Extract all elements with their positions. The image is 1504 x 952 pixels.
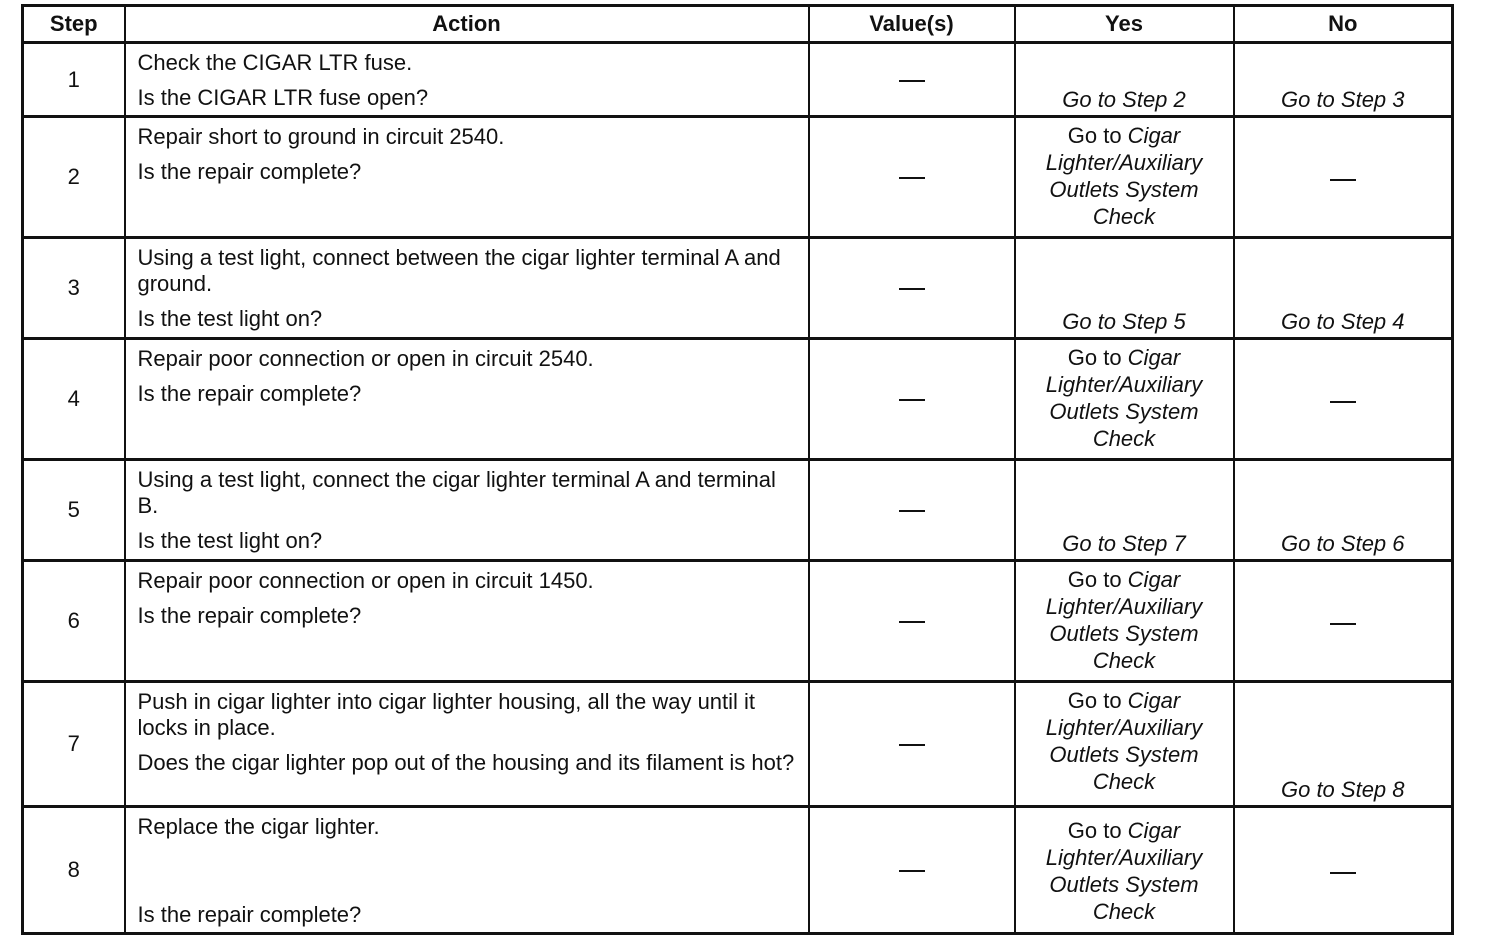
diagnostic-table (21, 4, 1454, 935)
no-cell (1234, 117, 1453, 238)
action-question: Is the test light on? (137, 528, 323, 553)
value-cell (809, 460, 1015, 561)
no-dash (1330, 179, 1356, 181)
yes-prefix: Go to (1067, 345, 1128, 370)
value-cell (809, 561, 1015, 682)
value-dash (899, 870, 925, 872)
value-cell (809, 117, 1015, 238)
yes-link-text: Cigar Lighter/Auxiliary Outlets System Check (1045, 818, 1203, 924)
no-dash (1330, 623, 1356, 625)
yes-prefix: Go to (1067, 688, 1128, 713)
no-cell: Go to Step 3 (1234, 43, 1453, 117)
value-cell (809, 682, 1015, 807)
header-no: No (1234, 6, 1453, 43)
action-question: Is the repair complete? (137, 381, 362, 406)
header-values: Value(s) (809, 6, 1015, 43)
table-row (23, 43, 1453, 117)
no-dash (1330, 872, 1356, 874)
yes-link-text: Cigar Lighter/Auxiliary Outlets System Check (1045, 688, 1203, 794)
yes-prefix: Go to (1067, 123, 1128, 148)
step-number: 7 (23, 682, 125, 807)
action-question: Is the repair complete? (137, 159, 362, 184)
action-instruction: Push in cigar lighter into cigar lighter housing, all the way until it locks in place. (137, 689, 756, 740)
action-cell (125, 561, 809, 682)
action-question: Is the CIGAR LTR fuse open? (137, 85, 429, 110)
yes-cell (1015, 682, 1234, 807)
yes-cell: Go to Step 5 (1015, 238, 1234, 339)
yes-cell (1015, 807, 1234, 934)
table-row (23, 682, 1453, 807)
action-cell (125, 339, 809, 460)
yes-prefix: Go to (1067, 818, 1128, 843)
table-row (23, 807, 1453, 934)
action-instruction: Using a test light, connect between the cigar lighter terminal A and ground. (137, 245, 781, 296)
step-number: 6 (23, 561, 125, 682)
yes-cell (1015, 561, 1234, 682)
no-cell: Go to Step 6 (1234, 460, 1453, 561)
value-cell (809, 238, 1015, 339)
value-cell (809, 807, 1015, 934)
value-dash (899, 80, 925, 82)
yes-cell: Go to Step 2 (1015, 43, 1234, 117)
value-dash (899, 621, 925, 623)
no-cell (1234, 807, 1453, 934)
yes-cell (1015, 117, 1234, 238)
no-cell: Go to Step 4 (1234, 238, 1453, 339)
header-yes: Yes (1015, 6, 1234, 43)
step-number: 4 (23, 339, 125, 460)
yes-cell: Go to Step 7 (1015, 460, 1234, 561)
action-cell (125, 117, 809, 238)
header-action: Action (125, 6, 809, 43)
no-dash (1330, 401, 1356, 403)
action-instruction: Repair short to ground in circuit 2540. (137, 124, 505, 149)
step-number: 2 (23, 117, 125, 238)
step-number: 1 (23, 43, 125, 117)
header-row (23, 6, 1453, 43)
action-question: Is the test light on? (137, 306, 323, 331)
yes-cell (1015, 339, 1234, 460)
value-cell (809, 339, 1015, 460)
action-instruction: Repair poor connection or open in circuit 1450. (137, 568, 594, 593)
step-number: 3 (23, 238, 125, 339)
yes-link-text: Cigar Lighter/Auxiliary Outlets System Check (1045, 567, 1203, 673)
yes-prefix: Go to (1067, 567, 1128, 592)
action-instruction: Repair poor connection or open in circuit 2540. (137, 346, 594, 371)
table-row (23, 561, 1453, 682)
action-instruction: Check the CIGAR LTR fuse. (137, 50, 413, 75)
value-cell (809, 43, 1015, 117)
action-cell (125, 460, 809, 561)
table-row (23, 339, 1453, 460)
table-row (23, 238, 1453, 339)
value-dash (899, 399, 925, 401)
step-number: 8 (23, 807, 125, 934)
yes-link-text: Cigar Lighter/Auxiliary Outlets System Check (1045, 123, 1203, 229)
action-instruction: Replace the cigar lighter. (137, 814, 380, 839)
action-cell (125, 682, 809, 807)
value-dash (899, 510, 925, 512)
value-dash (899, 177, 925, 179)
action-question: Is the repair complete? (137, 603, 362, 628)
action-question: Does the cigar lighter pop out of the housing and its filament is hot? (137, 750, 795, 775)
action-cell (125, 43, 809, 117)
action-instruction: Using a test light, connect the cigar lighter terminal A and terminal B. (137, 467, 776, 518)
action-question: Is the repair complete? (137, 902, 362, 927)
table-row (23, 117, 1453, 238)
value-dash (899, 744, 925, 746)
action-cell (125, 807, 809, 934)
header-step: Step (23, 6, 125, 43)
yes-link-text: Cigar Lighter/Auxiliary Outlets System Check (1045, 345, 1203, 451)
no-cell (1234, 561, 1453, 682)
no-cell (1234, 339, 1453, 460)
step-number: 5 (23, 460, 125, 561)
table-row (23, 460, 1453, 561)
value-dash (899, 288, 925, 290)
action-cell (125, 238, 809, 339)
no-cell: Go to Step 8 (1234, 682, 1453, 807)
